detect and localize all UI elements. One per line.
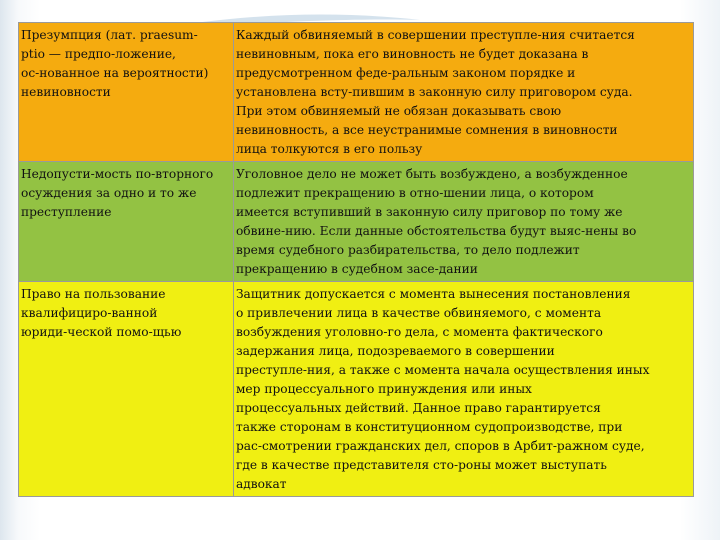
definition-line: невиновным, пока его виновность не будет доказана в [235,47,589,61]
definition-line: адвокат [235,477,287,491]
definition-line: предусмотренном феде-ральным законом порядке и [235,66,576,80]
definition-line: имеется вступивший в законную силу приговор по тому же [235,205,623,219]
term-line: ос-нованное на вероятности) [21,66,209,80]
definition-line: Защитник допускается с момента вынесения постановления [235,287,631,301]
term-cell [19,282,234,497]
definition-cell [233,282,693,497]
definition-line: лица толкуются в его пользу [235,142,423,156]
definition-line: мер процессуального принуждения или иных [235,382,532,396]
definition-cell [233,23,693,162]
term-line: ptio — предпо-ложение, [21,47,176,61]
definition-line: При этом обвиняемый не обязан доказывать свою [235,104,562,118]
definition-line: Уголовное дело не может быть возбуждено, а возбужденное [235,167,628,181]
table-row-presumption [19,23,694,162]
term-line: квалифициро-ванной [21,306,158,320]
term-line: осуждения за одно и то же [21,186,197,200]
definition-line: где в качестве представителя сто-роны может выступать [235,458,607,472]
definition-line: преступле-ния, а также с момента начала осуществления иных [235,363,650,377]
definition-line: прекращению в судебном засе-дании [235,262,478,276]
definition-line: подлежит прекращению в отно-шении лица, о котором [235,186,594,200]
definition-line: о привлечении лица в качестве обвиняемого, с момента [235,306,602,320]
definition-line: обвине-нию. Если данные обстоятельства будут выяс-нены во [235,224,637,238]
term-line: Недопусти-мость по-вторного [21,167,214,181]
table-row-no-double-jeopardy [19,162,694,282]
definition-line: также сторонам в конституционном судопроизводстве, при [235,420,623,434]
term-cell [19,23,234,162]
definition-line: установлена всту-пившим в законную силу приговором суда. [235,85,633,99]
definition-line: процессуальных действий. Данное право гарантируется [235,401,601,415]
table-row-legal-assistance [19,282,694,497]
term-line: Презумпция (лат. praesum- [21,28,198,42]
term-line: юриди-ческой помо-щью [21,325,182,339]
principles-table [18,22,694,497]
definition-line: Каждый обвиняемый в совершении преступле-ния считается [235,28,635,42]
definition-line: невиновность, а все неустранимые сомнения в виновности [235,123,618,137]
definition-line: рас-смотрении гражданских дел, споров в Арбит-ражном суде, [235,439,645,453]
term-line: Право на пользование [21,287,166,301]
term-line: преступление [21,205,112,219]
definition-line: время судебного разбирательства, то дело подлежит [235,243,580,257]
term-line: невиновности [21,85,111,99]
term-cell [19,162,234,282]
definition-line: возбуждения уголовно-го дела, с момента фактического [235,325,603,339]
definition-line: задержания лица, подозреваемого в совершении [235,344,555,358]
definition-cell [233,162,693,282]
